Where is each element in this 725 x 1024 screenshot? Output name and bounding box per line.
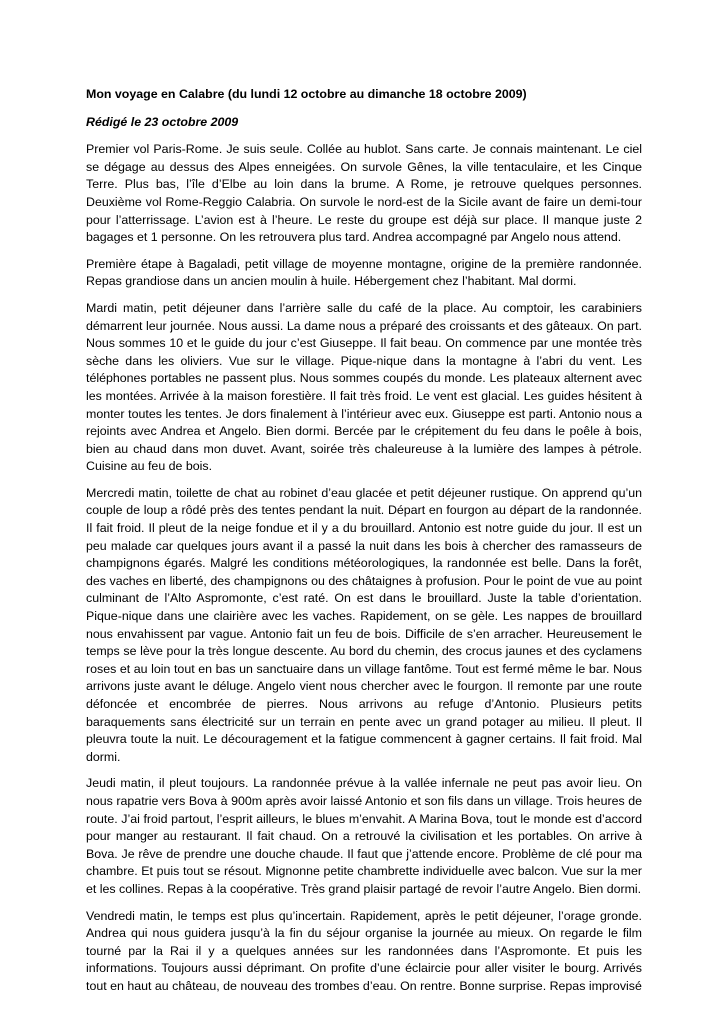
document-page — [86, 86, 642, 1005]
document-date: Rédigé le 23 octobre 2009 — [86, 114, 239, 129]
paragraph-wednesday: Mercredi matin, toilette de chat au robinet d’eau glacée et petit déjeuner rustique. On apprend qu’un couple de loup a rôdé près des tentes pendant la nuit. Départ en fourgon au départ de la randonnée. Il fait froid. Il pleut de la neige fondue et il y a du brouillard. Antonio est notre guide du jour. Il est un peu malade car quelques jours avant il a passé la nuit dans les bois à chercher des ramasseurs de champignons égarés. Malgré les conditions météorologiques, la randonnée est belle. Dans la forêt, des vaches en liberté, des champignons ou des châtaignes à profusion. Pour le point de vue au point culminant de l’Alto Aspromonte, c’est raté. On est dans le brouillard. Juste la table d’orientation. Pique-nique dans une clairière avec les vaches. Rapidement, on se gèle. Les nappes de brouillard nous envahissent par vague. Antonio fait un feu de bois. Difficile de s’en arracher. Heureusement le temps se lève pour la très longue descente. Au bord du chemin, des crocus jaunes et des cyclamens roses et au loin tout en bas un sanctuaire dans un village fantôme. Tout est fermé même le bar. Nous arrivons juste avant le déluge. Angelo vient nous chercher avec le fourgon. Il remonte par une route défoncée et encombrée de pierres. Nous arrivons au refuge d’Antonio. Plusieurs petits baraquements sans électricité sur un terrain en pente avec un grand potager au milieu. Il pleut. Il pleuvra toute la nuit. Le découragement et la fatigue commencent à gagner certains. Il fait froid. Mal dormi. — [86, 485, 642, 764]
paragraph-friday: Vendredi matin, le temps est plus qu’incertain. Rapidement, après le petit déjeuner, l’orage gronde. Andrea qui nous guidera jusqu’à la fin du séjour organise la journée au mieux. On regarde le film tourné par la Rai il y a quelques années sur les randonnées dans l’Aspromonte. Et puis les informations. Toujours aussi déprimant. On profite d’une éclaircie pour aller visiter le bourg. Arrivés tout en haut au château, de nouveau des trombes d’eau. On rentre. Bonne surprise. Repas improvisé — [86, 908, 642, 993]
paragraph-arrival: Premier vol Paris-Rome. Je suis seule. Collée au hublot. Sans carte. Je connais maintenant. Le ciel se dégage au dessus des Alpes enneigées. On survole Gênes, la ville tentaculaire, et les Cinque Terre. Plus bas, l’île d’Elbe au loin dans la brume. A Rome, je retrouve quelques personnes. Deuxième vol Rome-Reggio Calabria. On survole le nord-est de la Sicile avant de faire un demi-tour pour l’atterrissage. L’avion est à l’heure. Le reste du groupe est déjà sur place. Il manque juste 2 bagages et 1 personne. On les retrouvera plus tard. Andrea accompagné par Angelo nous attend. — [86, 142, 642, 245]
document-title: Mon voyage en Calabre (du lundi 12 octobre au dimanche 18 octobre 2009) — [86, 87, 527, 101]
paragraph-thursday: Jeudi matin, il pleut toujours. La randonnée prévue à la vallée infernale ne peut pas avoir lieu. On nous rapatrie vers Bova à 900m après avoir laissé Antonio et son fils dans un village. Trois heures de route. J’ai froid partout, l’esprit ailleurs, le blues m’envahit. A Marina Bova, tout le monde est d’accord pour manger au restaurant. Il fait chaud. On a retrouvé la civilisation et les portables. On arrive à Bova. Je rêve de prendre une douche chaude. Il faut que j’attende encore. Problème de clé pour ma chambre. Et puis tout se résout. Mignonne petite chambrette individuelle avec balcon. Vue sur la mer et les collines. Repas à la coopérative. Très grand plaisir partagé de revoir l’autre Angelo. Bien dormi. — [86, 776, 642, 896]
paragraph-tuesday: Mardi matin, petit déjeuner dans l’arrière salle du café de la place. Au comptoir, les carabiniers démarrent leur journée. Nous aussi. La dame nous a préparé des croissants et des gâteaux. On part. Nous sommes 10 et le guide du jour c’est Giuseppe. Il fait beau. On commence par une montée très sèche dans les oliviers. Vue sur le village. Pique-nique dans la montagne à l’abri du vent. Les téléphones portables ne passent plus. Nous sommes coupés du monde. Les plateaux alternent avec les montées. Arrivée à la maison forestière. Il fait très froid. Le vent est glacial. Les guides hésitent à monter toutes les tentes. Je dors finalement à l’intérieur avec eux. Giuseppe est parti. Antonio nous a rejoints avec Andrea et Angelo. Bien dormi. Bercée par le crépitement du feu dans le poêle à bois, bien au chaud dans mon duvet. Avant, soirée très chaleureuse à la lumière des lampes à pétrole. Cuisine au feu de bois. — [86, 300, 642, 474]
paragraph-bagaladi: Première étape à Bagaladi, petit village de moyenne montagne, origine de la première randonnée. Repas grandiose dans un ancien moulin à huile. Hébergement chez l’habitant. Mal dormi. — [86, 256, 642, 289]
